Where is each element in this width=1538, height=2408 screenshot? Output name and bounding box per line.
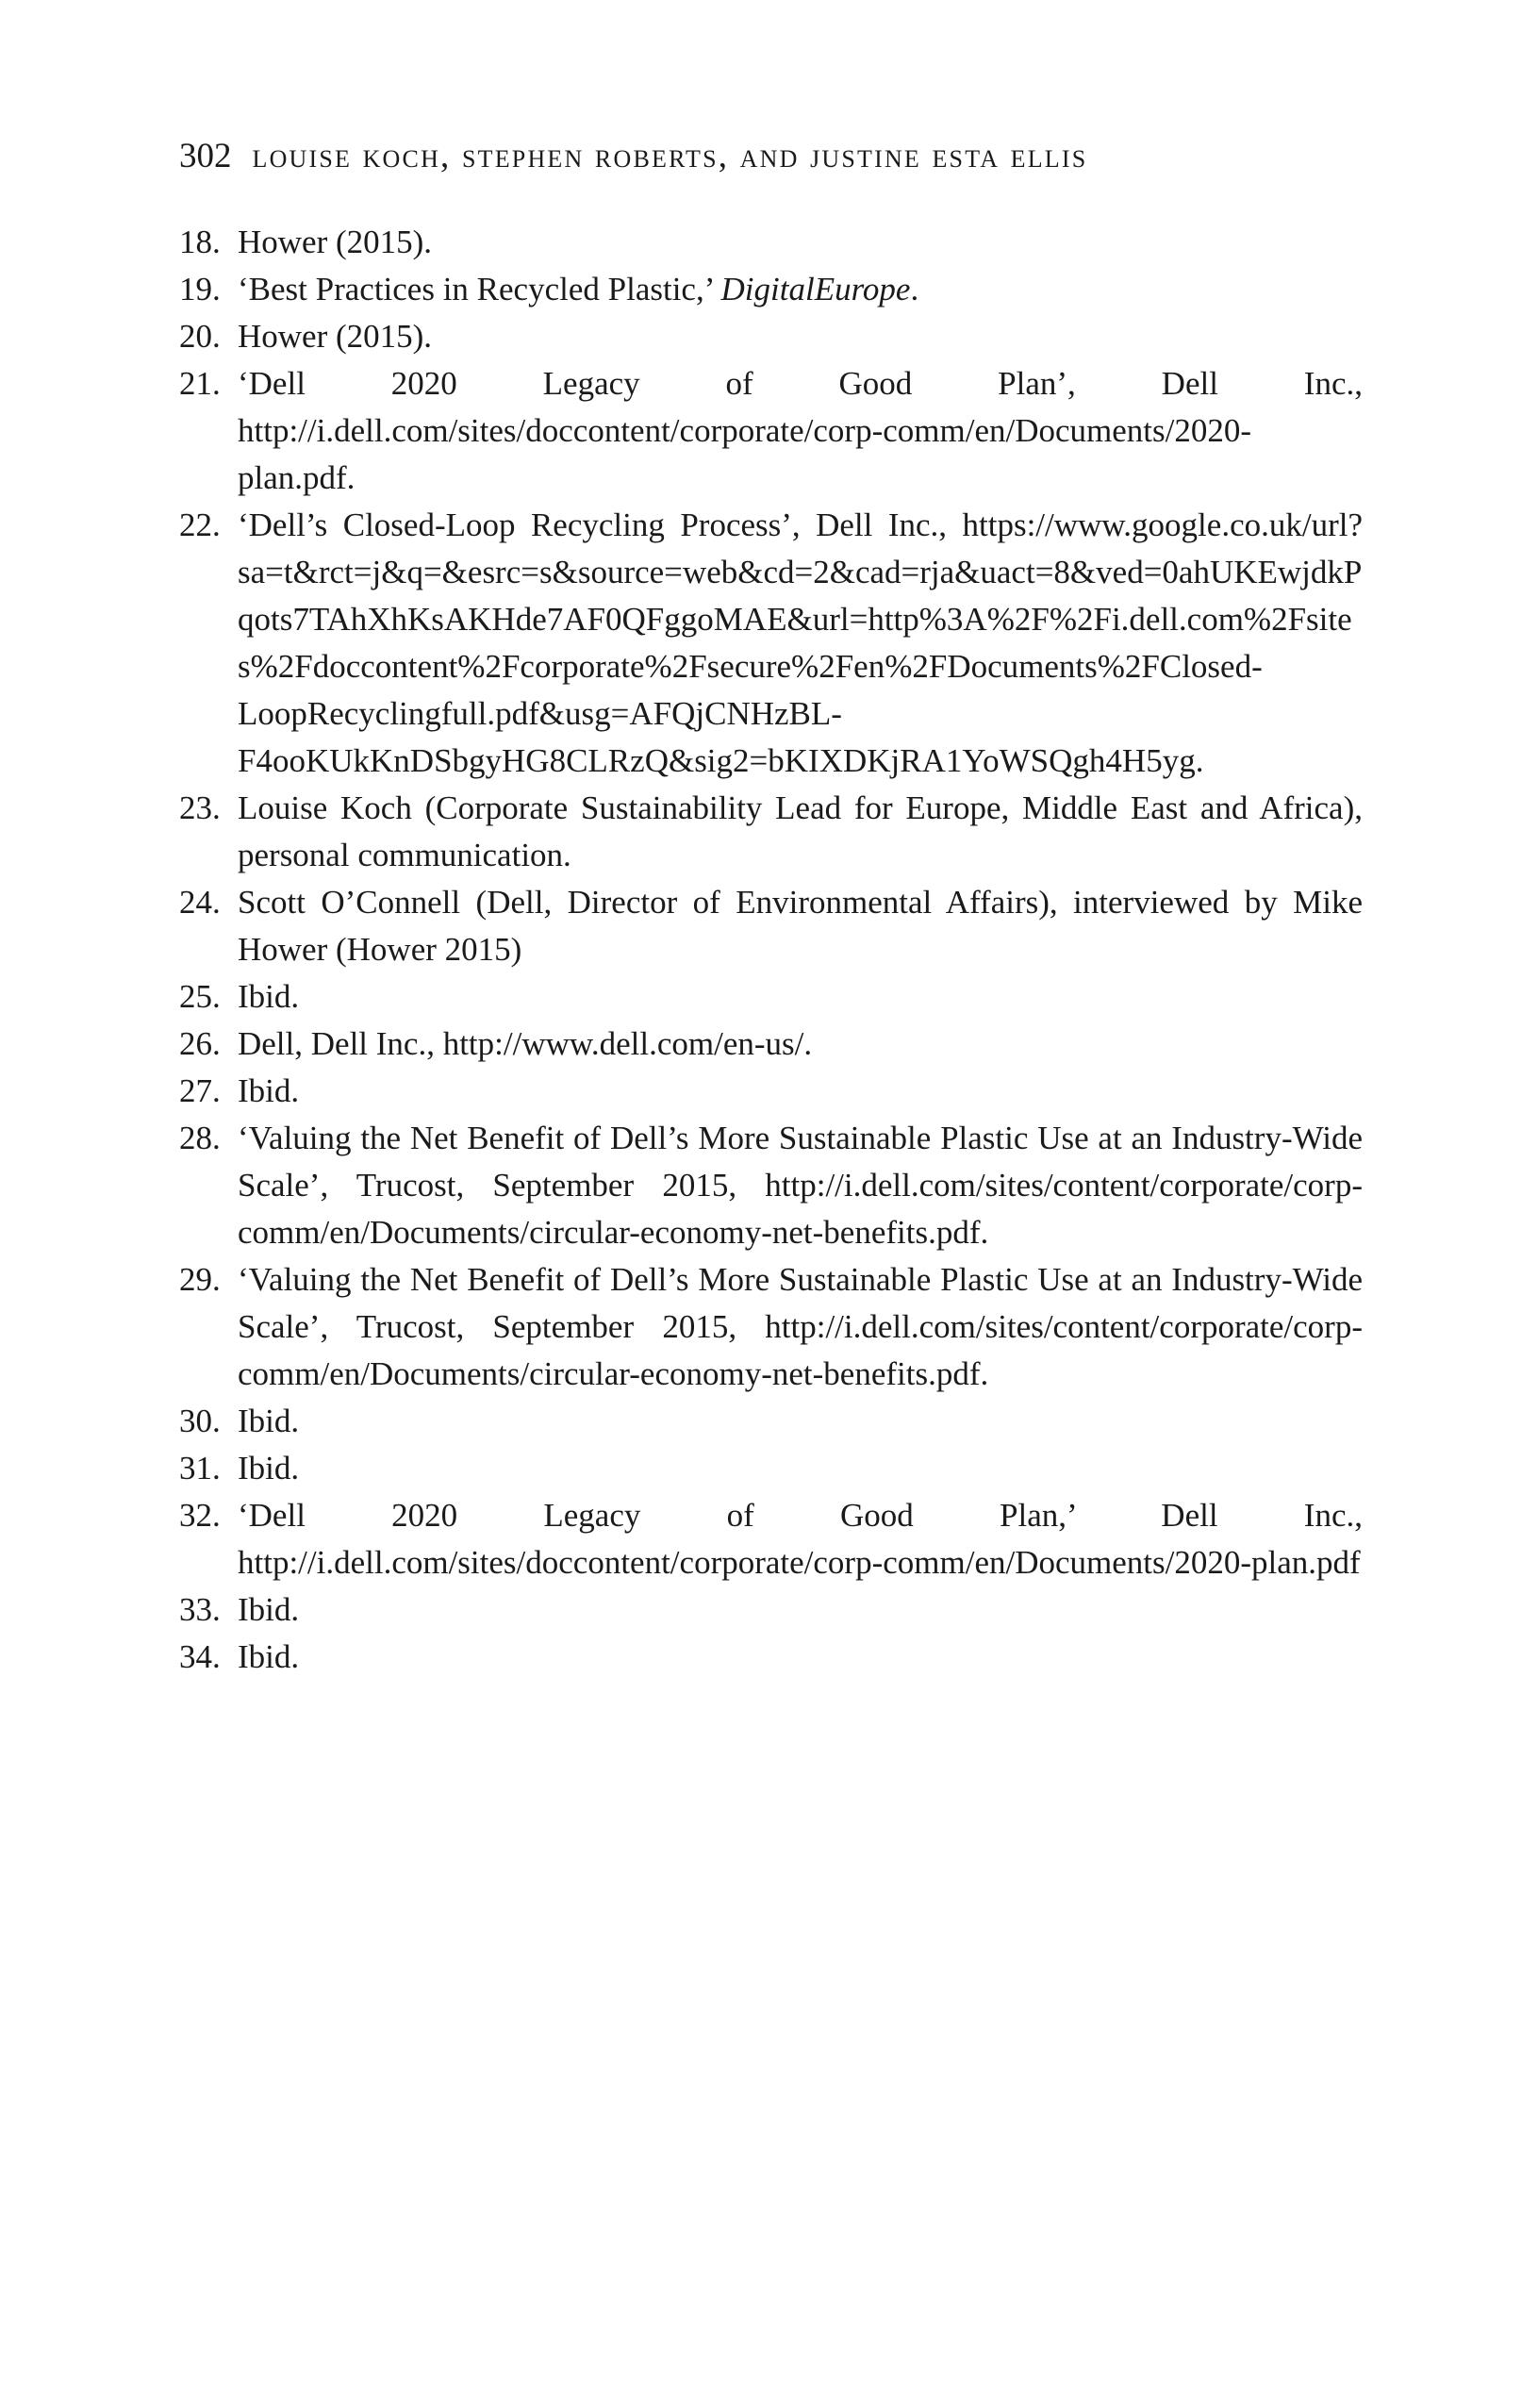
endnote-number: 34. <box>179 1638 221 1675</box>
endnote-text: Scott O’Connell (Dell, Director of Environmental Affairs), interviewed by Mike Hower (Hower 2015) <box>238 884 1363 968</box>
running-title: louise koch, stephen roberts, and justine esta ellis <box>252 137 1088 175</box>
endnote-number: 22. <box>179 507 221 543</box>
endnote-text: Ibid. <box>238 1403 300 1439</box>
endnote <box>179 785 1363 879</box>
endnote-number: 18. <box>179 224 221 260</box>
endnote-number: 31. <box>179 1450 221 1486</box>
endnote <box>179 1634 1363 1681</box>
endnote <box>179 502 1363 785</box>
endnote <box>179 1021 1363 1068</box>
endnote-number: 21. <box>179 365 221 402</box>
endnote-text: ‘Valuing the Net Benefit of Dell’s More Sustainable Plastic Use at an Industry-Wide Scale’, Trucost, September 2015, http://i.dell.com/sites/content/corporate/corp-comm/en/Documents/circular-economy-net-benefits.pdf. <box>238 1261 1363 1392</box>
endnote-number: 30. <box>179 1403 221 1439</box>
endnote <box>179 360 1363 502</box>
endnote <box>179 1256 1363 1398</box>
endnote <box>179 1586 1363 1634</box>
endnote-text: Hower (2015). <box>238 318 433 355</box>
endnote <box>179 313 1363 360</box>
endnote-text: Dell, Dell Inc., http://www.dell.com/en-us/. <box>238 1025 813 1062</box>
endnote <box>179 973 1363 1021</box>
endnotes-list <box>179 219 1363 1681</box>
italic-title: DigitalEurope <box>720 271 911 307</box>
endnote <box>179 879 1363 973</box>
endnote-text: Ibid. <box>238 1450 300 1486</box>
endnote-text: ‘Dell’s Closed-Loop Recycling Process’, Dell Inc., https://www.google.co.uk/url?sa=t&rct=j&q=&esrc=s&source=web&cd=2&cad=rja&uact=8&ved=0ahUKEwjdkPqots7TAhXhKsAKHde7AF0QFggoMAE&url=http%3A%2F%2Fi.dell.com%2Fsites%2Fdoccontent%2Fcorporate%2Fsecure%2Fen%2FDocuments%2FClosed-LoopRecyclingfull.pdf&usg=AFQjCNHzBL-F4ooKUkKnDSbgyHG8CLRzQ&sig2=bKIXDKjRA1YoWSQgh4H5yg. <box>238 507 1363 779</box>
endnote-number: 24. <box>179 884 221 921</box>
page-number: 302 <box>179 137 232 175</box>
endnote-number: 25. <box>179 978 221 1015</box>
endnote-number: 33. <box>179 1591 221 1628</box>
endnote-number: 32. <box>179 1497 221 1534</box>
endnote-text: Ibid. <box>238 1072 300 1109</box>
endnote-text: ‘Dell 2020 Legacy of Good Plan’, Dell Inc., http://i.dell.com/sites/doccontent/corporate/corp-comm/en/Documents/2020-plan.pdf. <box>238 365 1363 496</box>
endnote-text: Ibid. <box>238 1638 300 1675</box>
running-head <box>179 128 1367 185</box>
endnote <box>179 1445 1363 1492</box>
endnote-text: Louise Koch (Corporate Sustainability Lead for Europe, Middle East and Africa), personal communication. <box>238 789 1363 873</box>
endnote-number: 23. <box>179 789 221 826</box>
endnote <box>179 1068 1363 1115</box>
endnote-text: Ibid. <box>238 978 300 1015</box>
endnote <box>179 219 1363 266</box>
endnote-number: 26. <box>179 1025 221 1062</box>
endnote-text: ‘Valuing the Net Benefit of Dell’s More Sustainable Plastic Use at an Industry-Wide Scale’, Trucost, September 2015, http://i.dell.com/sites/content/corporate/corp-comm/en/Documents/circular-economy-net-benefits.pdf. <box>238 1120 1363 1251</box>
endnote-number: 19. <box>179 271 221 307</box>
endnote-text: Ibid. <box>238 1591 300 1628</box>
endnote <box>179 1398 1363 1445</box>
endnote-text: Hower (2015). <box>238 224 433 260</box>
endnote-text: ‘Dell 2020 Legacy of Good Plan,’ Dell Inc., http://i.dell.com/sites/doccontent/corporate/corp-comm/en/Documents/2020-plan.pdf <box>238 1497 1363 1581</box>
endnote-number: 28. <box>179 1120 221 1156</box>
endnote <box>179 266 1363 313</box>
endnote-number: 27. <box>179 1072 221 1109</box>
endnote <box>179 1115 1363 1256</box>
endnote-number: 20. <box>179 318 221 355</box>
endnote-text: ‘Best Practices in Recycled Plastic,’ DigitalEurope. <box>238 271 919 307</box>
endnote <box>179 1492 1363 1586</box>
endnote-number: 29. <box>179 1261 221 1298</box>
